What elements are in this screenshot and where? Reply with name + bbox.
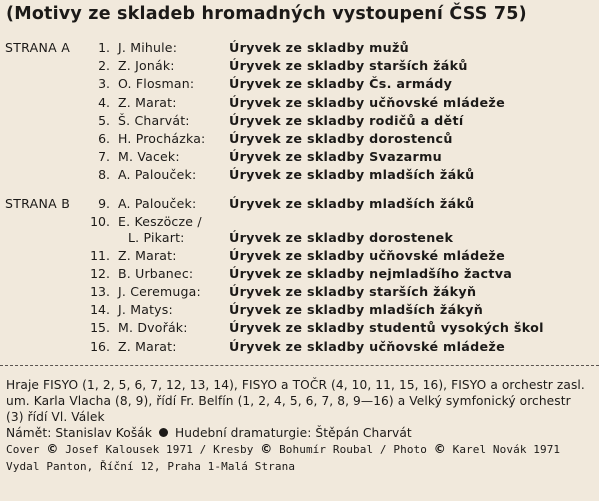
track-piece: Úryvek ze skladby Svazarmu <box>229 149 442 164</box>
track-number: 9. <box>98 196 110 211</box>
album-title: (Motivy ze skladeb hromadných vystoupení ČSS 75) <box>6 4 527 24</box>
track-row <box>0 339 599 365</box>
track-number: 3. <box>98 76 110 91</box>
track-composer: H. Procházka: <box>118 131 206 146</box>
track-composer: Z. Jonák: <box>118 58 175 73</box>
track-composer: M. Dvořák: <box>118 320 188 335</box>
track-number: 2. <box>98 58 110 73</box>
track-number: 1. <box>98 40 110 55</box>
side-label: STRANA A <box>5 40 71 55</box>
cover-label: Cover <box>6 443 40 456</box>
cover-name: Josef Kalousek 1971 <box>65 443 193 456</box>
photo-name: Karel Novák 1971 <box>452 443 561 456</box>
track-piece: Úryvek ze skladby mladších žákyň <box>229 302 484 317</box>
copyright-icon: © <box>260 442 273 456</box>
separator: / <box>379 443 387 456</box>
track-composer: O. Flosman: <box>118 76 195 91</box>
track-number: 13. <box>90 284 110 299</box>
track-composer-second: L. Pikart: <box>128 230 185 245</box>
track-number: 5. <box>98 113 110 128</box>
track-number: 15. <box>90 320 110 335</box>
track-number: 6. <box>98 131 110 146</box>
separator: / <box>199 443 207 456</box>
track-piece: Úryvek ze skladby starších žáků <box>229 58 468 73</box>
track-number: 7. <box>98 149 110 164</box>
track-piece: Úryvek ze skladby dorostenců <box>229 131 453 146</box>
track-composer: Z. Marat: <box>118 95 177 110</box>
track-number: 12. <box>90 266 110 281</box>
track-composer: A. Palouček: <box>118 167 197 182</box>
track-piece: Úryvek ze skladby mužů <box>229 40 409 55</box>
bullet-icon <box>159 428 168 437</box>
track-number: 14. <box>90 302 110 317</box>
track-number: 4. <box>98 95 110 110</box>
track-piece: Úryvek ze skladby mladších žáků <box>229 167 475 182</box>
track-composer: J. Mihule: <box>118 40 178 55</box>
dramaturgy-credit: Hudební dramaturgie: Štěpán Charvát <box>175 426 412 440</box>
track-composer: B. Urbanec: <box>118 266 194 281</box>
track-composer: E. Keszöcze / <box>118 214 202 229</box>
track-piece: Úryvek ze skladby učňovské mládeže <box>229 248 505 263</box>
track-composer: Z. Marat: <box>118 248 177 263</box>
kresby-label: Kresby <box>213 443 254 456</box>
copyright-icon: © <box>46 442 59 456</box>
track-composer: J. Ceremuga: <box>118 284 201 299</box>
track-piece: Úryvek ze skladby nejmladšího žactva <box>229 266 513 281</box>
track-piece: Úryvek ze skladby rodičů a dětí <box>229 113 464 128</box>
publisher-address: Vydal Panton, Říční 12, Praha 1-Malá Strana <box>6 460 296 473</box>
track-composer: M. Vacek: <box>118 149 180 164</box>
performers-text: Hraje FISYO (1, 2, 5, 6, 7, 12, 13, 14), FISYO a TOČR (4, 10, 11, 15, 16), FISYO a orchestr zasl. um. Karla Vlacha (8, 9), řídí Fr. Belfín (1, 2, 4, 5, 6, 7, 8, 9—16) a Velký symfonický orchestr (3) řídí Vl. Válek <box>6 378 585 424</box>
track-piece: Úryvek ze skladby mladších žáků <box>229 196 475 211</box>
track-piece: Úryvek ze skladby studentů vysokých škol <box>229 320 544 335</box>
track-piece: Úryvek ze skladby Čs. armády <box>229 76 453 91</box>
track-row <box>0 167 599 193</box>
publisher-block <box>6 441 592 475</box>
track-piece: Úryvek ze skladby učňovské mládeže <box>229 339 505 354</box>
credits-line <box>6 425 592 441</box>
track-composer: A. Palouček: <box>118 196 197 211</box>
kresby-name: Bohumír Roubal <box>279 443 374 456</box>
photo-label: Photo <box>393 443 428 456</box>
track-piece: Úryvek ze skladby dorostenek <box>229 230 454 245</box>
track-composer: Z. Marat: <box>118 339 177 354</box>
credits-block <box>6 377 592 441</box>
side-label: STRANA B <box>5 196 71 211</box>
track-number: 16. <box>90 339 110 354</box>
track-piece: Úryvek ze skladby starších žákyň <box>229 284 477 299</box>
track-number: 10. <box>90 214 110 229</box>
track-composer: J. Matys: <box>118 302 173 317</box>
divider-dashed <box>0 365 599 366</box>
copyright-icon: © <box>433 442 446 456</box>
track-piece: Úryvek ze skladby učňovské mládeže <box>229 95 505 110</box>
track-number: 11. <box>90 248 110 263</box>
track-number: 8. <box>98 167 110 182</box>
track-composer: Š. Charvát: <box>118 113 190 128</box>
idea-credit: Námět: Stanislav Košák <box>6 426 153 440</box>
artwork-credits <box>6 441 592 458</box>
